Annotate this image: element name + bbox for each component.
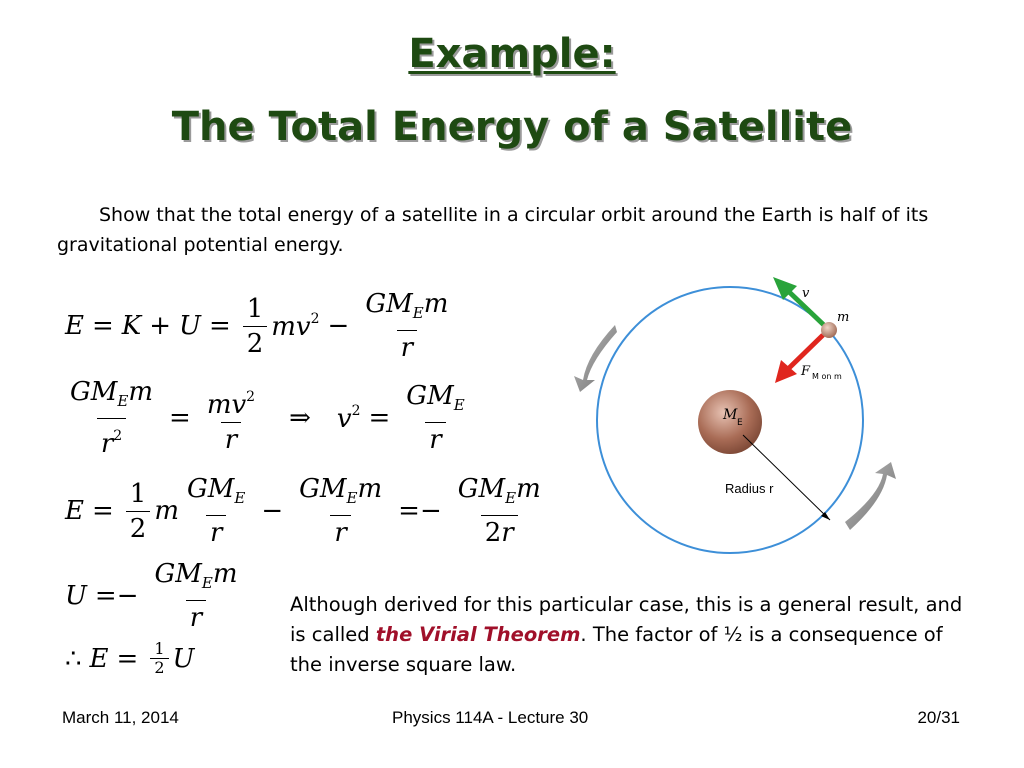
virial-theorem-term: the Virial Theorem [375,623,581,646]
force-subscript: M on m [812,372,842,381]
virial-note: Although derived for this particular case, this is a general result, and is called the Virial Theorem. The factor of ½ is a consequence of the inverse square law. [290,593,963,676]
footer-date: March 11, 2014 [62,708,179,727]
satellite-icon [821,322,837,338]
radius-line [743,435,830,520]
equation-conclusion: ∴ E = $\frac{1}{2}$ U [65,639,195,677]
footer-course: Physics 114A - Lecture 30 [392,708,589,727]
radius-label: Radius r [725,481,774,496]
problem-statement: Show that the total energy of a satellite in a circular orbit around the Earth is half of its gravitational potential energy. [57,204,929,256]
footer-page-number: 20/31 [917,708,960,727]
rotation-arrow-left-icon [574,325,617,392]
equation-energy-substitution: E = $\frac{1}{2}$ m $\frac{GM_E}{r}$ − $\frac{GM_Em}{r}$ =− $\frac{GM_Em}{2r}$ [65,474,541,548]
mass-label: m [837,310,850,325]
equation-force-balance: $\frac{GM_Em}{r^2}$ = $\frac{mv^2}{r}$ ⇒ $v^2$ = $\frac{GM_E}{r}$ [70,377,465,459]
earth-label: M [723,407,738,423]
equation-total-energy: E = K + U = $\frac{1}{2}$ $mv^2$ − $\frac{GM_Em}{r}$ [65,289,449,363]
orbit-figure [565,270,925,570]
force-label: F [801,364,811,379]
slide-title-line2: The Total Energy of a Satellite [171,104,853,150]
slide-title-line1: Example: [408,31,616,77]
velocity-label: v [802,286,810,301]
earth-subscript: E [737,418,743,428]
equation-potential-energy: U =− $\frac{GM_Em}{r}$ [65,559,238,633]
